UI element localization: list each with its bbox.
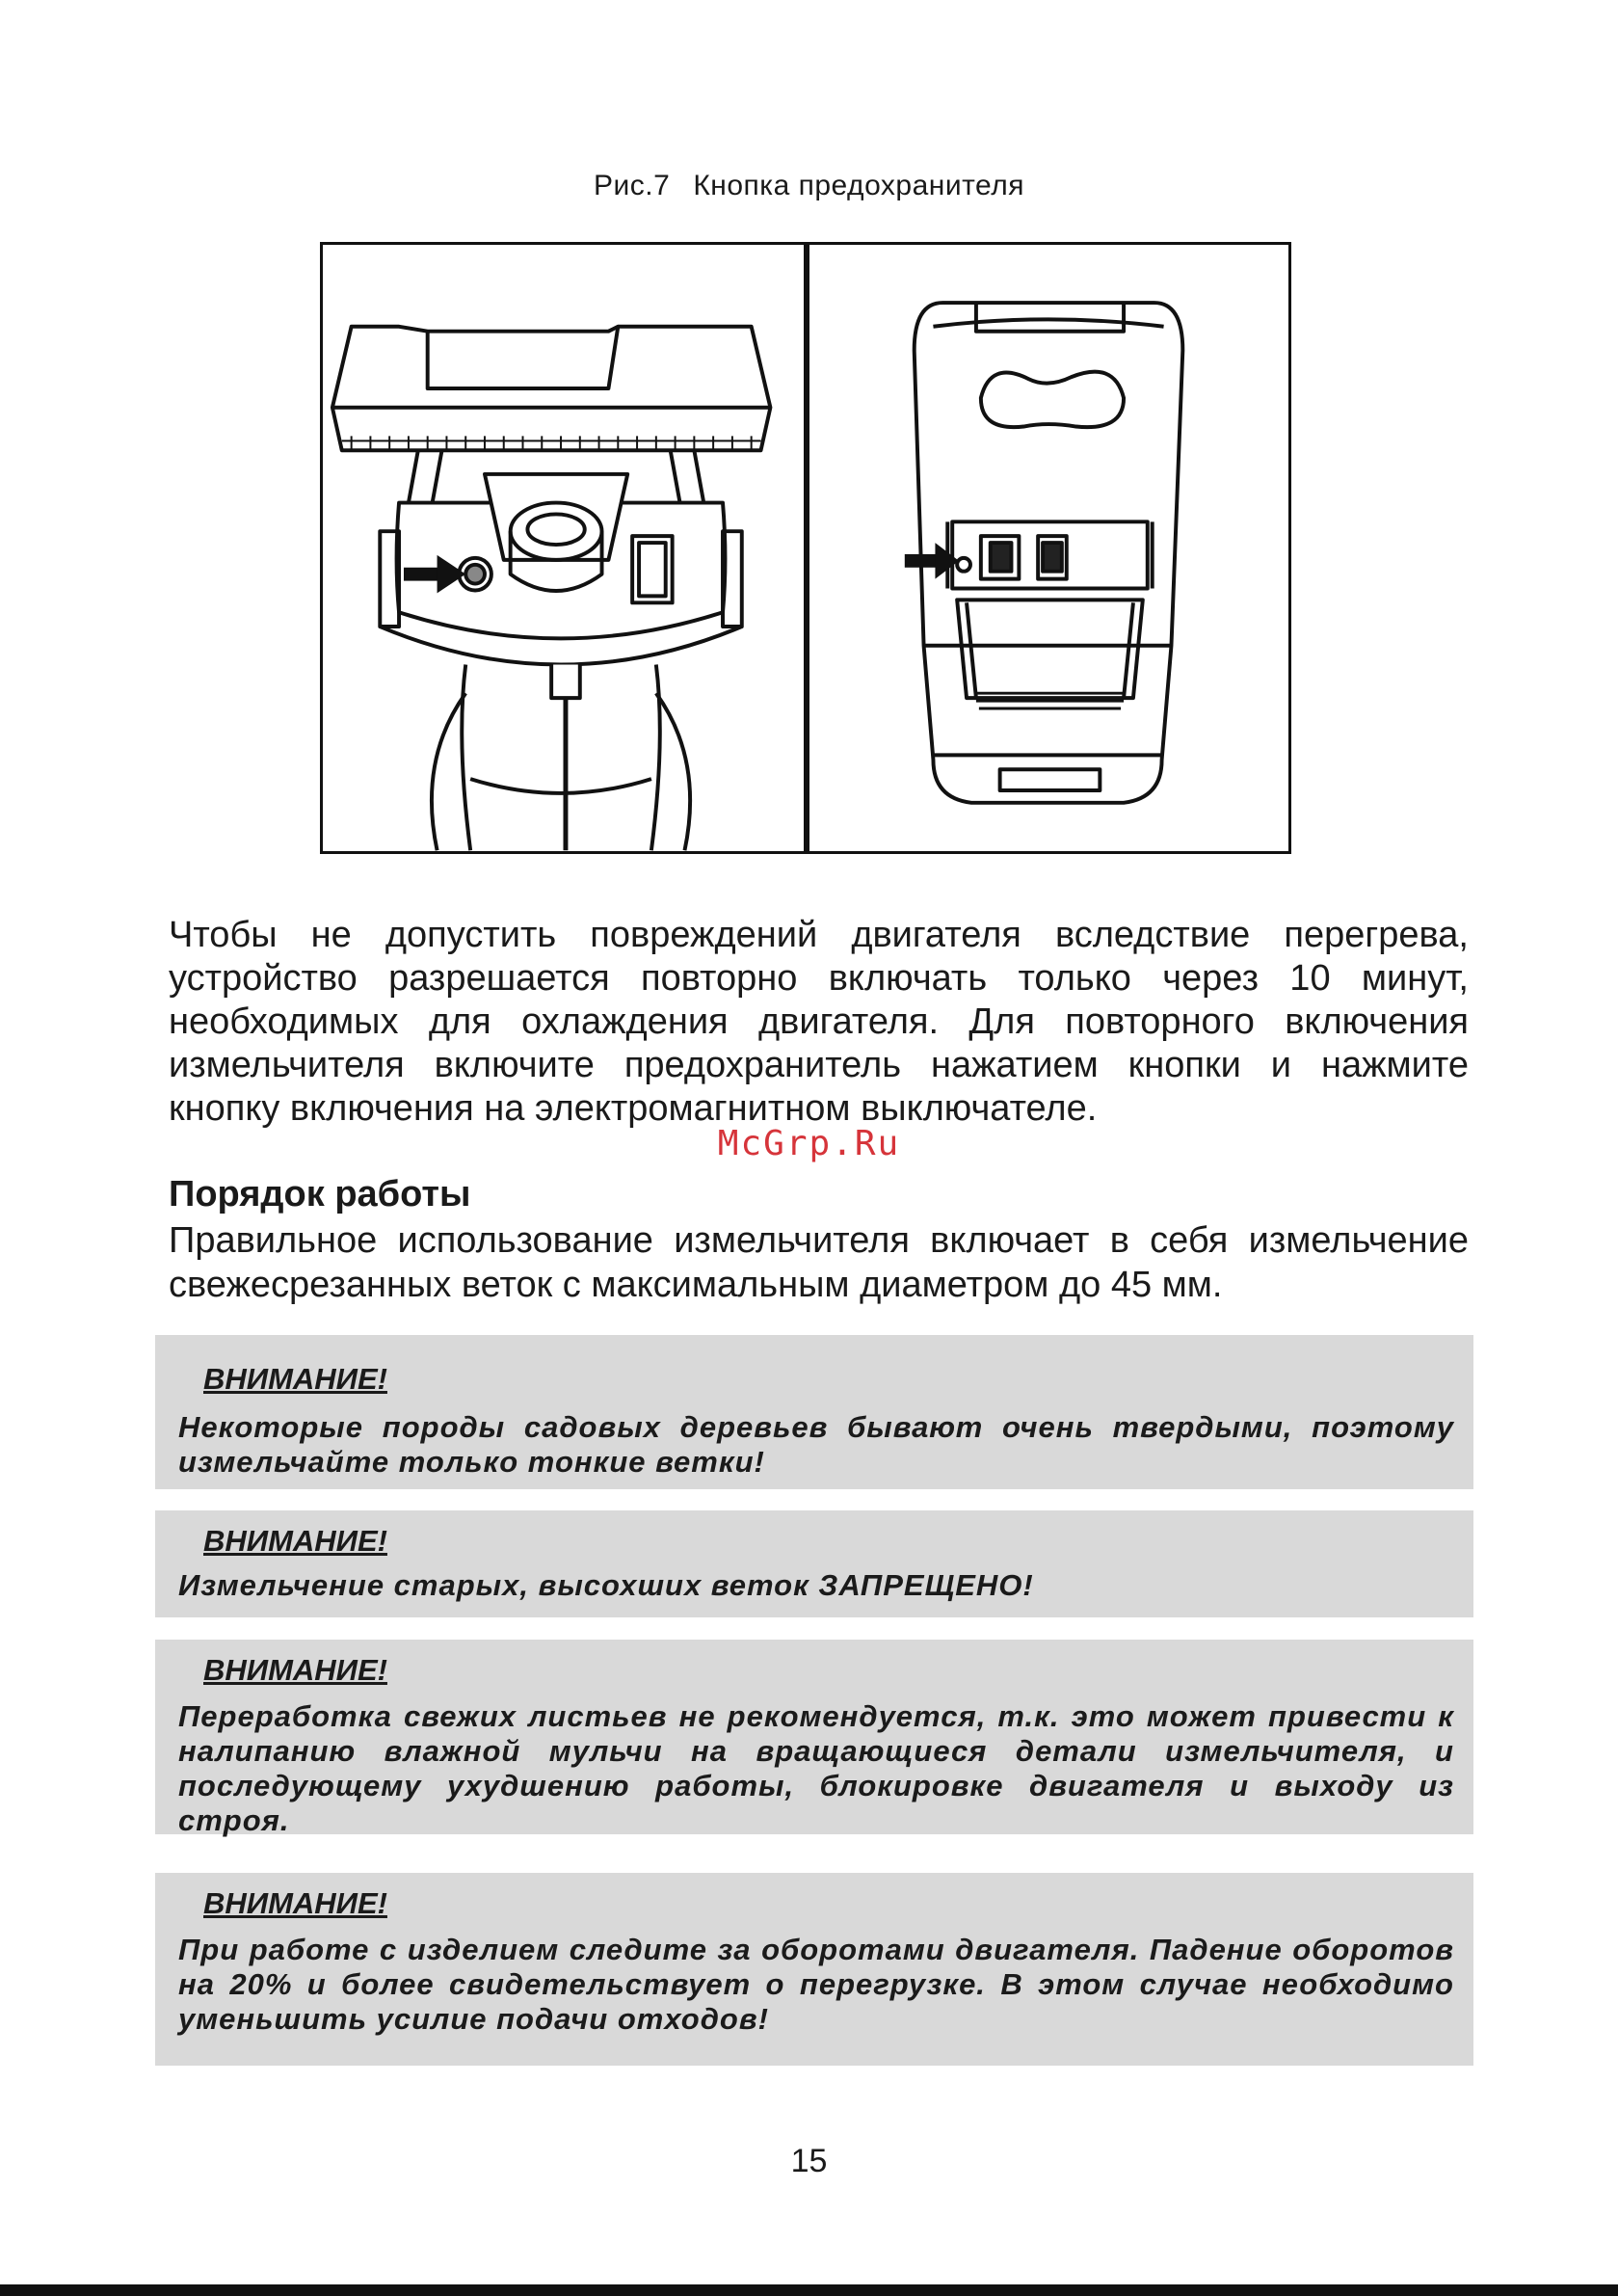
warning-text: Некоторые породы садовых деревьев бывают очень твердыми, поэтому измельчайте только тонкие ветки!: [178, 1410, 1454, 1479]
warning-box-1: [155, 1335, 1473, 1489]
bottom-rule: [0, 2284, 1618, 2296]
illustration-front-view: [807, 242, 1291, 854]
figure-illustration: [320, 242, 1291, 854]
page-number: 15: [790, 2143, 828, 2179]
warning-title: ВНИМАНИЕ!: [203, 1886, 387, 1920]
warning-text: Переработка свежих листьев не рекомендуется, т.к. это может привести к налипанию влажной мульчи на вращающиеся детали измельчителя, и последующему ухудшению работы, блокировке двигателя и выходу из строя.: [178, 1699, 1454, 1837]
figure-caption-text: Кнопка предохранителя: [693, 170, 1024, 201]
section-heading: Порядок работы: [169, 1174, 471, 1215]
warning-title: ВНИМАНИЕ!: [203, 1362, 387, 1396]
warning-box-2: [155, 1510, 1473, 1617]
illustration-side-view: [320, 242, 807, 854]
watermark: McGrp.Ru: [717, 1124, 901, 1163]
section-text: Правильное использование измельчителя включает в себя измельчение свежесрезанных веток с максимальным диаметром до 45 мм.: [169, 1220, 1469, 1305]
warning-box-3: [155, 1640, 1473, 1837]
warning-title: ВНИМАНИЕ!: [203, 1653, 387, 1687]
warning-box-4: [155, 1873, 1473, 2066]
warning-text: Измельчение старых, высохших веток ЗАПРЕЩЕНО!: [178, 1568, 1034, 1602]
warning-title: ВНИМАНИЕ!: [203, 1524, 387, 1558]
shredder-front-drawing: [809, 245, 1288, 851]
figure-number: Рис.7: [594, 170, 671, 201]
warning-text: При работе с изделием следите за оборотами двигателя. Падение оборотов на 20% и более свидетельствует о перегрузке. В этом случае необходимо уменьшить усилие подачи отходов!: [178, 1933, 1454, 2036]
figure-caption: [0, 170, 1618, 202]
body-paragraph: Чтобы не допустить повреждений двигателя вследствие перегрева, устройство разрешается повторно включать только через 10 минут, необходимых для охлаждения двигателя. Для повторного включения измельчителя включите предохранитель нажатием кнопки и нажмите кнопку включения на электромагнитном выключателе.: [169, 915, 1469, 1129]
shredder-side-drawing: [323, 245, 804, 851]
